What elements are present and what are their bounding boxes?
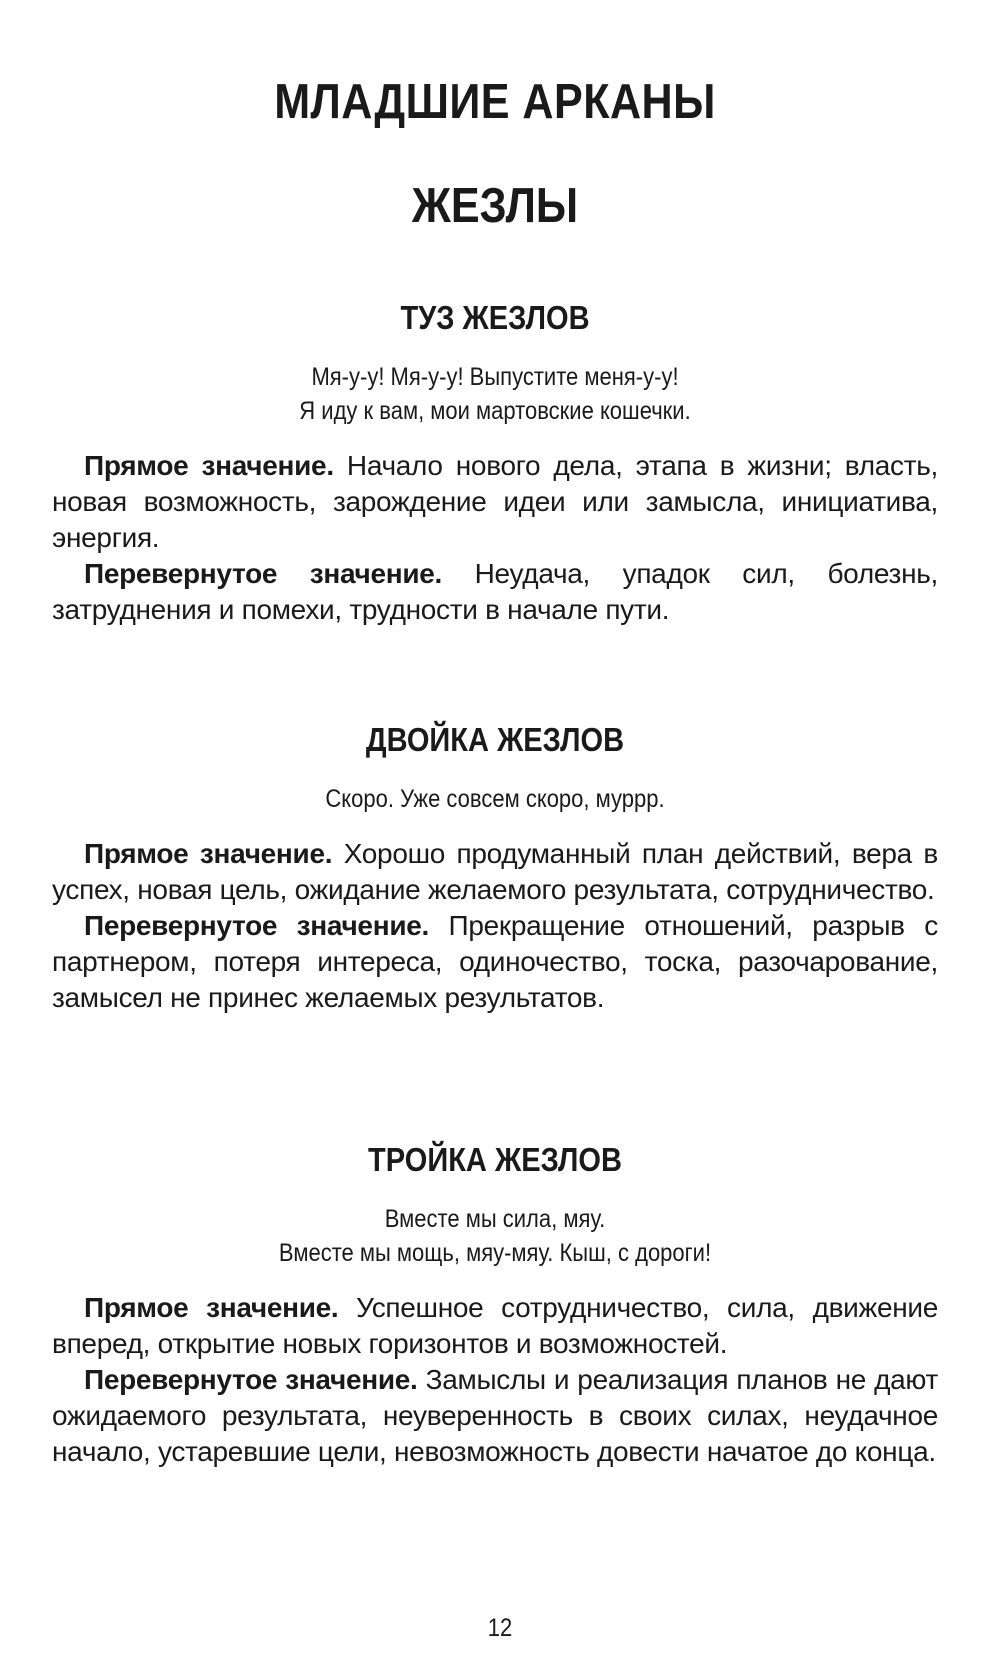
upright-text: Хорошо продуманный план действий, вера в успех, новая цель, ожидание желаемого результата, сотрудничество. [52, 838, 938, 905]
upright-label: Прямое значение. [84, 450, 334, 481]
reversed-label: Перевернутое значение. [84, 910, 429, 941]
epigraph-line: Мя-у-у! Мя-у-у! Выпустите меня-у-у! [311, 363, 679, 391]
epigraph-line: Скоро. Уже совсем скоро, муррр. [325, 785, 665, 813]
reversed-text: Прекращение отношений, разрыв с партнером, потеря интереса, одиночество, тоска, разочарование, замысел не принес желаемых результатов. [52, 910, 938, 1013]
upright-label: Прямое значение. [84, 1292, 339, 1323]
reversed-meaning [52, 908, 938, 1016]
upright-meaning [52, 1290, 938, 1362]
suit-title: ЖЕЗЛЫ [411, 179, 579, 233]
epigraph [52, 782, 938, 816]
page-number: 12 [487, 1614, 513, 1642]
meanings [52, 448, 938, 628]
epigraph-line: Вместе мы мощь, мяу-мяу. Кыш, с дороги! [278, 1239, 712, 1267]
card-section-two [52, 720, 938, 1016]
upright-meaning [52, 448, 938, 556]
epigraph-line: Я иду к вам, мои мартовские кошечки. [299, 397, 691, 425]
meanings [52, 836, 938, 1016]
reversed-text: Замыслы и реализация планов не дают ожидаемого результата, неуверенность в своих силах, неудачное начало, устаревшие цели, невозможность довести начатое до конца. [52, 1364, 938, 1467]
card-title: ТРОЙКА ЖЕЗЛОВ [368, 1141, 622, 1178]
main-title: МЛАДШИЕ АРКАНЫ [274, 75, 716, 129]
meanings [52, 1290, 938, 1470]
card-section-ace [52, 298, 938, 628]
card-section-three [52, 1140, 938, 1470]
reversed-meaning [52, 556, 938, 628]
card-title: ДВОЙКА ЖЕЗЛОВ [365, 721, 625, 758]
reversed-label: Перевернутое значение. [84, 558, 443, 589]
epigraph [52, 360, 938, 428]
card-title: ТУЗ ЖЕЗЛОВ [400, 299, 590, 336]
upright-label: Прямое значение. [84, 838, 333, 869]
upright-text: Успешное сотрудничество, сила, движение вперед, открытие новых горизонтов и возможностей. [52, 1292, 938, 1359]
epigraph-line: Вместе мы сила, мяу. [384, 1205, 606, 1233]
reversed-meaning [52, 1362, 938, 1470]
reversed-text: Неудача, упадок сил, болезнь, затруднения и помехи, трудности в начале пути. [52, 558, 938, 625]
upright-text: Начало нового дела, этапа в жизни; власть, новая возможность, зарождение идеи или замысла, инициатива, энергия. [52, 450, 939, 553]
epigraph [52, 1202, 938, 1270]
upright-meaning [52, 836, 938, 908]
reversed-label: Перевернутое значение. [84, 1364, 418, 1395]
